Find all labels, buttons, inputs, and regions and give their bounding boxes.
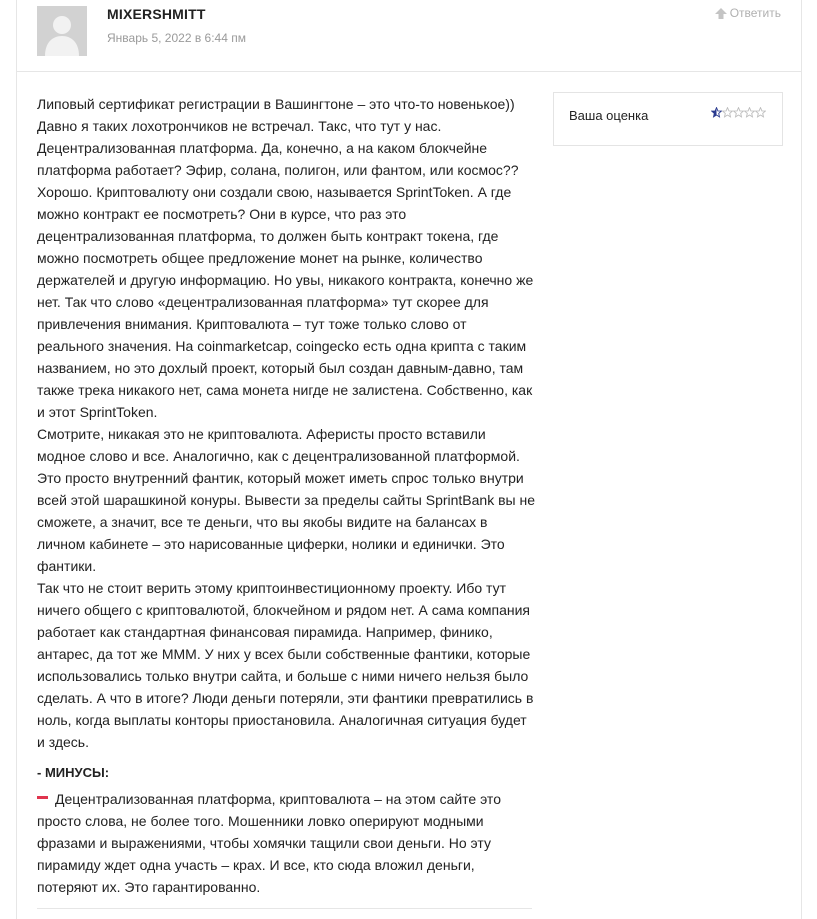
comment-body <box>37 93 537 753</box>
rating-star-4-icon[interactable] <box>744 107 755 118</box>
comment-header <box>17 0 801 72</box>
rating-stars[interactable] <box>711 107 766 118</box>
comment-paragraph-1: Липовый сертификат регистрации в Вашингтоне – это что-то новенькое)) Давно я таких лохотрончиков не встречал. Такс, что тут у нас. Децентрализованная платформа. Да, конечно, а на каком блокчейне платформа работает? Эфир, солана, полигон, или фантом, или космос?? Хорошо. Криптовалюту они создали свою, называется SprintToken. А где можно контракт ее посмотреть? Они в курсе, что раз это децентрализованная платформа, то должен быть контракт токена, где можно посмотреть общее предложение монет на рынке, количество держателей и другую информацию. Но увы, никакого контракта, конечно же нет. Так что слово «децентрализованная платформа» тут скорее для привлечения внимания. Криптовалюта – тут тоже только слово от реального значения. На coinmarketcap, coingecko есть одна крипта с таким названием, но это дохлый проект, который был создан давным-давно, там также трека никакого нет, сама монета нигде не залистена. Собственно, как и этот SprintToken. <box>37 96 534 420</box>
comment-author[interactable]: MIXERSHMITT <box>107 6 206 22</box>
minus-heading: - МИНУСЫ: <box>37 765 110 780</box>
rating-star-5-icon[interactable] <box>755 107 766 118</box>
user-silhouette-icon <box>37 6 87 56</box>
rating-star-2-icon[interactable] <box>722 107 733 118</box>
rating-star-3-icon[interactable] <box>733 107 744 118</box>
rating-box <box>553 92 783 146</box>
reply-button[interactable] <box>715 6 781 20</box>
comment-paragraph-3: Так что не стоит верить этому криптоинвестиционному проекту. Ибо тут ничего общего с криптовалютой, блокчейном и рядом нет. А сама компания работает как стандартная финансовая пирамида. Например, финико, антарес, да тот же МММ. У них у всех были собственные фантики, которые использовались только внутри сайта, и больше с ними ничего нельзя было сделать. А что в итоге? Люди деньги потеряли, эти фантики превратились в ноль, когда выплаты конторы приостановила. Аналогичная ситуация будет и здесь. <box>37 580 534 750</box>
reply-label: Ответить <box>729 6 781 20</box>
comment-card <box>16 0 802 919</box>
rating-label: Ваша оценка <box>569 108 649 123</box>
arrow-up-icon <box>715 8 727 19</box>
comment-paragraph-2: Смотрите, никакая это не криптовалюта. Аферисты просто вставили модное слово и все. Аналогично, как с децентрализованной платформой. Это просто внутренний фантик, который может иметь спрос только внутри всей этой шарашкиной конуры. Вывести за пределы сайты SprintBank вы не сможете, а значит, все те деньги, что вы якобы видите на балансах в личном кабинете – это нарисованные циферки, нолики и единички. Это фантики. <box>37 426 536 574</box>
divider <box>37 908 532 909</box>
minus-item <box>37 788 537 898</box>
avatar <box>37 6 87 56</box>
minus-text: Децентрализованная платформа, криптовалюта – на этом сайте это просто слова, не более того. Мошенники ловко оперируют модными фразами и выражениями, чтобы хомячки тащили свои деньги. Но эту пирамиду ждет одна участь – крах. И все, кто сюда вложил деньги, потеряют их. Это гарантированно. <box>37 791 501 895</box>
rating-star-1-icon[interactable] <box>711 107 722 118</box>
minus-mark-icon <box>37 796 48 799</box>
comment-date: Январь 5, 2022 в 6:44 пм <box>107 31 246 45</box>
